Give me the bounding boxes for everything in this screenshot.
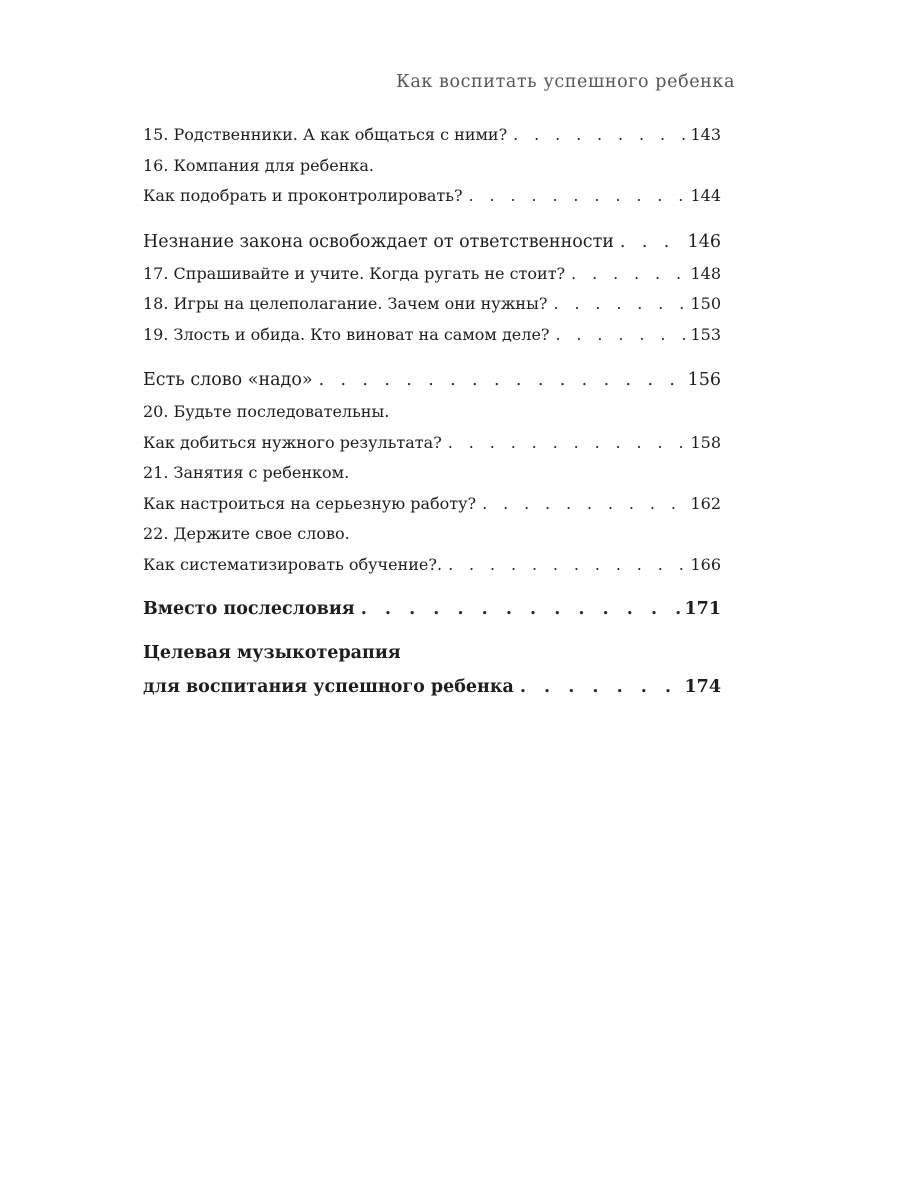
dot-leader [448,550,686,581]
toc-music-therapy-line1 [143,636,721,670]
toc-entry-title: 16. Компания для ребенка. [143,155,374,175]
dot-leader [555,320,686,351]
toc-entry-20-line1 [143,397,721,428]
toc-entry-title: 20. Будьте последовательны. [143,402,390,421]
toc-music-therapy-title: для воспитания успешного ребенка [143,677,514,697]
dot-leader [482,489,686,520]
toc-entry-18 [143,289,721,320]
toc-entry-22-line2 [143,550,721,581]
dot-leader [448,428,687,459]
toc-entry-20-line2 [143,428,721,459]
toc-entry-title: 19. Злость и обида. Кто виноват на самом деле? [143,324,550,344]
toc-section-page: 156 [687,370,721,390]
toc-entry-15 [143,120,721,151]
toc-entry-title: Как подобрать и проконтролировать? [143,186,463,205]
toc-music-therapy-title: Целевая музыкотерапия [143,643,401,663]
toc-entry-page: 150 [690,294,721,313]
toc-entry-title: 21. Занятия с ребенком. [143,463,350,482]
dot-leader [513,120,686,151]
dot-leader [620,226,684,259]
running-head: Как воспитать успешного ребенка [396,72,735,92]
toc-entry-title: 15. Родственники. А как общаться с ними? [143,125,508,144]
toc-entry-page: 166 [690,554,721,574]
dot-leader [469,181,687,212]
toc-afterword-title: Вместо послесловия [143,599,355,619]
table-of-contents [143,120,721,704]
toc-section-2 [143,364,721,397]
toc-entry-page: 162 [690,493,721,513]
toc-entry-title: 22. Держите свое слово. [143,524,350,543]
toc-entry-page: 158 [690,432,721,452]
dot-leader [520,670,681,704]
toc-entry-19 [143,320,721,351]
toc-entry-page: 148 [690,263,721,283]
toc-afterword [143,592,721,626]
toc-entry-21-line2 [143,489,721,520]
toc-entry-page: 143 [690,125,721,144]
toc-music-therapy-line2 [143,670,721,704]
toc-section-title: Незнание закона освобождает от ответственности [143,231,614,252]
dot-leader [361,592,681,626]
toc-entry-22-line1 [143,519,721,550]
toc-entry-title: 18. Игры на целеполагание. Зачем они нужны? [143,294,548,313]
toc-section-1 [143,226,721,259]
toc-entry-title: Как добиться нужного результата? [143,432,442,452]
toc-entry-21-line1 [143,458,721,489]
toc-section-page: 146 [687,231,721,252]
toc-section-title: Есть слово «надо» [143,370,313,390]
dot-leader [319,364,684,397]
toc-entry-title: Как настроиться на серьезную работу? [143,493,477,513]
toc-entry-title: 17. Спрашивайте и учите. Когда ругать не стоит? [143,263,566,283]
toc-entry-16-line1 [143,151,721,182]
dot-leader [571,259,686,290]
toc-entry-page: 153 [690,324,721,344]
toc-entry-17 [143,259,721,290]
toc-entry-16-line2 [143,181,721,212]
toc-afterword-page: 171 [684,599,721,619]
toc-entry-title: Как систематизировать обучение?. [143,554,443,574]
dot-leader [553,289,686,320]
toc-entry-page: 144 [690,186,721,205]
toc-music-therapy-page: 174 [684,677,721,697]
